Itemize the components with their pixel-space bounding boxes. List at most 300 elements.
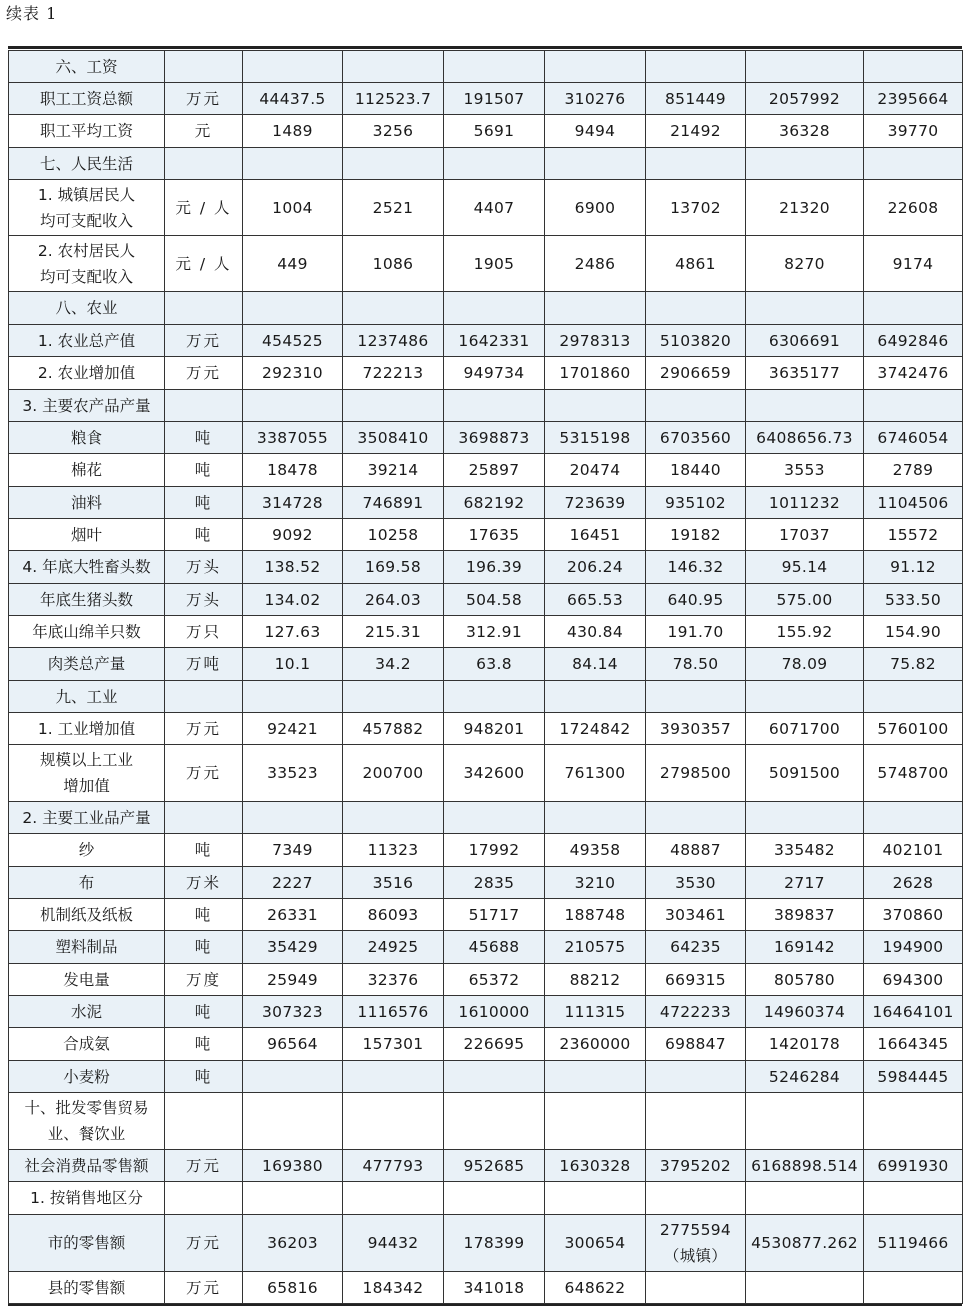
value-cell: 25949	[243, 964, 343, 996]
value-cell: 169.58	[343, 551, 444, 584]
value-cell	[646, 51, 746, 83]
value-cell: 307323	[243, 996, 343, 1028]
row-unit: 万吨	[165, 648, 243, 681]
value-cell	[444, 802, 545, 834]
value-cell: 1630328	[545, 1150, 646, 1182]
value-cell: 6746054	[864, 422, 963, 454]
value-cell: 5691	[444, 115, 545, 148]
value-cell	[746, 681, 864, 713]
value-cell: 430.84	[545, 616, 646, 648]
row-unit: 万头	[165, 551, 243, 584]
value-cell: 1086	[343, 236, 444, 292]
row-label: 1. 工业增加值	[9, 713, 165, 745]
value-cell	[545, 1093, 646, 1150]
value-cell: 3553	[746, 454, 864, 487]
table-row	[9, 584, 963, 616]
value-cell: 402101	[864, 834, 963, 867]
value-cell: 952685	[444, 1150, 545, 1182]
statistics-table	[8, 50, 963, 1304]
value-cell	[646, 1061, 746, 1093]
row-unit: 万元	[165, 1150, 243, 1182]
value-cell: 1237486	[343, 325, 444, 357]
table-row	[9, 487, 963, 519]
row-unit	[165, 51, 243, 83]
value-cell: 698847	[646, 1028, 746, 1061]
value-cell: 5103820	[646, 325, 746, 357]
value-cell: 9174	[864, 236, 963, 292]
value-cell: 94432	[343, 1215, 444, 1272]
value-cell	[243, 1061, 343, 1093]
value-cell	[444, 148, 545, 180]
value-cell: 2521	[343, 180, 444, 236]
value-cell: 127.63	[243, 616, 343, 648]
value-cell: 5984445	[864, 1061, 963, 1093]
value-cell: 682192	[444, 487, 545, 519]
row-unit	[165, 292, 243, 325]
value-cell	[545, 148, 646, 180]
value-cell: 134.02	[243, 584, 343, 616]
row-label: 年底山绵羊只数	[9, 616, 165, 648]
row-unit: 万元	[165, 325, 243, 357]
value-cell: 4407	[444, 180, 545, 236]
table-row	[9, 519, 963, 551]
row-label: 油料	[9, 487, 165, 519]
value-cell: 6306691	[746, 325, 864, 357]
value-cell: 665.53	[545, 584, 646, 616]
value-cell: 18478	[243, 454, 343, 487]
row-label: 肉类总产量	[9, 648, 165, 681]
value-cell: 314728	[243, 487, 343, 519]
value-cell: 722213	[343, 357, 444, 390]
value-cell: 25897	[444, 454, 545, 487]
value-cell: 111315	[545, 996, 646, 1028]
table-row	[9, 1215, 963, 1272]
table-row	[9, 422, 963, 454]
row-unit: 吨	[165, 1028, 243, 1061]
row-unit: 万元	[165, 745, 243, 802]
value-cell: 2717	[746, 867, 864, 899]
value-cell	[545, 292, 646, 325]
value-cell: 1011232	[746, 487, 864, 519]
table-row	[9, 1093, 963, 1150]
value-cell	[444, 1182, 545, 1215]
row-unit: 元 / 人	[165, 180, 243, 236]
value-cell	[444, 681, 545, 713]
value-cell	[864, 1093, 963, 1150]
value-cell: 16451	[545, 519, 646, 551]
value-cell: 2978313	[545, 325, 646, 357]
value-cell	[243, 681, 343, 713]
value-cell: 17635	[444, 519, 545, 551]
row-label: 六、工资	[9, 51, 165, 83]
value-cell: 36328	[746, 115, 864, 148]
value-cell: 1104506	[864, 487, 963, 519]
value-cell: 3930357	[646, 713, 746, 745]
value-cell	[646, 1182, 746, 1215]
value-cell: 3530	[646, 867, 746, 899]
value-cell: 16464101	[864, 996, 963, 1028]
row-unit: 万元	[165, 83, 243, 115]
row-label: 十、批发零售贸易 业、餐饮业	[9, 1093, 165, 1150]
value-cell: 6991930	[864, 1150, 963, 1182]
value-cell: 210575	[545, 931, 646, 964]
value-cell: 200700	[343, 745, 444, 802]
row-unit: 万元	[165, 713, 243, 745]
row-label: 粮食	[9, 422, 165, 454]
value-cell: 1116576	[343, 996, 444, 1028]
row-label: 塑料制品	[9, 931, 165, 964]
value-cell: 14960374	[746, 996, 864, 1028]
row-unit: 元	[165, 115, 243, 148]
value-cell: 20474	[545, 454, 646, 487]
row-label: 2. 农村居民人 均可支配收入	[9, 236, 165, 292]
value-cell: 1724842	[545, 713, 646, 745]
value-cell: 533.50	[864, 584, 963, 616]
row-label: 3. 主要农产品产量	[9, 390, 165, 422]
value-cell: 264.03	[343, 584, 444, 616]
value-cell: 2628	[864, 867, 963, 899]
table-row	[9, 148, 963, 180]
row-label: 棉花	[9, 454, 165, 487]
value-cell: 75.82	[864, 648, 963, 681]
value-cell: 138.52	[243, 551, 343, 584]
value-cell	[746, 51, 864, 83]
value-cell: 3742476	[864, 357, 963, 390]
value-cell: 44437.5	[243, 83, 343, 115]
value-cell: 2775594 （城镇）	[646, 1215, 746, 1272]
value-cell: 5119466	[864, 1215, 963, 1272]
value-cell: 3387055	[243, 422, 343, 454]
table-row	[9, 616, 963, 648]
value-cell: 112523.7	[343, 83, 444, 115]
row-label: 2. 主要工业品产量	[9, 802, 165, 834]
value-cell	[545, 390, 646, 422]
value-cell: 723639	[545, 487, 646, 519]
value-cell: 17992	[444, 834, 545, 867]
row-label: 布	[9, 867, 165, 899]
value-cell: 1905	[444, 236, 545, 292]
value-cell: 10258	[343, 519, 444, 551]
row-label: 规模以上工业 增加值	[9, 745, 165, 802]
value-cell: 48887	[646, 834, 746, 867]
row-unit: 万元	[165, 357, 243, 390]
value-cell: 21320	[746, 180, 864, 236]
value-cell: 10.1	[243, 648, 343, 681]
value-cell: 1489	[243, 115, 343, 148]
value-cell: 292310	[243, 357, 343, 390]
value-cell: 761300	[545, 745, 646, 802]
table-row	[9, 551, 963, 584]
value-cell: 35429	[243, 931, 343, 964]
value-cell: 5760100	[864, 713, 963, 745]
value-cell: 11323	[343, 834, 444, 867]
table-row	[9, 1028, 963, 1061]
value-cell	[343, 292, 444, 325]
value-cell	[746, 1093, 864, 1150]
value-cell: 4722233	[646, 996, 746, 1028]
value-cell: 169142	[746, 931, 864, 964]
value-cell: 389837	[746, 899, 864, 931]
value-cell	[746, 390, 864, 422]
value-cell: 342600	[444, 745, 545, 802]
value-cell: 88212	[545, 964, 646, 996]
value-cell	[444, 1061, 545, 1093]
value-cell	[444, 1093, 545, 1150]
table-row	[9, 83, 963, 115]
row-unit: 万只	[165, 616, 243, 648]
value-cell: 196.39	[444, 551, 545, 584]
value-cell: 33523	[243, 745, 343, 802]
table-row	[9, 51, 963, 83]
value-cell: 169380	[243, 1150, 343, 1182]
value-cell	[864, 681, 963, 713]
value-cell: 194900	[864, 931, 963, 964]
value-cell: 2395664	[864, 83, 963, 115]
value-cell: 746891	[343, 487, 444, 519]
row-unit: 万米	[165, 867, 243, 899]
row-unit	[165, 390, 243, 422]
row-label: 职工工资总额	[9, 83, 165, 115]
value-cell: 95.14	[746, 551, 864, 584]
table-row	[9, 931, 963, 964]
row-unit: 吨	[165, 422, 243, 454]
value-cell	[864, 51, 963, 83]
row-unit: 吨	[165, 996, 243, 1028]
table-row	[9, 357, 963, 390]
row-label: 纱	[9, 834, 165, 867]
value-cell: 24925	[343, 931, 444, 964]
row-label: 机制纸及纸板	[9, 899, 165, 931]
row-label: 发电量	[9, 964, 165, 996]
row-unit: 万头	[165, 584, 243, 616]
value-cell: 1642331	[444, 325, 545, 357]
value-cell: 575.00	[746, 584, 864, 616]
value-cell	[343, 148, 444, 180]
value-cell: 851449	[646, 83, 746, 115]
value-cell	[243, 292, 343, 325]
value-cell: 2227	[243, 867, 343, 899]
value-cell: 6071700	[746, 713, 864, 745]
value-cell: 154.90	[864, 616, 963, 648]
value-cell	[343, 1182, 444, 1215]
value-cell	[243, 51, 343, 83]
value-cell: 303461	[646, 899, 746, 931]
table-row	[9, 390, 963, 422]
value-cell: 310276	[545, 83, 646, 115]
value-cell	[243, 390, 343, 422]
row-unit: 万元	[165, 1272, 243, 1304]
value-cell: 36203	[243, 1215, 343, 1272]
value-cell	[243, 148, 343, 180]
value-cell: 6408656.73	[746, 422, 864, 454]
value-cell	[646, 1093, 746, 1150]
value-cell	[444, 292, 545, 325]
value-cell: 669315	[646, 964, 746, 996]
value-cell: 312.91	[444, 616, 545, 648]
table-row	[9, 681, 963, 713]
value-cell	[444, 51, 545, 83]
value-cell: 454525	[243, 325, 343, 357]
table-top-rule	[8, 46, 962, 49]
table-row	[9, 834, 963, 867]
value-cell: 1610000	[444, 996, 545, 1028]
value-cell: 805780	[746, 964, 864, 996]
value-cell: 3516	[343, 867, 444, 899]
value-cell: 6492846	[864, 325, 963, 357]
table-row	[9, 867, 963, 899]
value-cell: 341018	[444, 1272, 545, 1304]
value-cell: 2057992	[746, 83, 864, 115]
row-unit: 吨	[165, 899, 243, 931]
value-cell	[646, 681, 746, 713]
value-cell	[646, 390, 746, 422]
table-row	[9, 1061, 963, 1093]
value-cell: 5246284	[746, 1061, 864, 1093]
value-cell: 335482	[746, 834, 864, 867]
value-cell: 4530877.262	[746, 1215, 864, 1272]
value-cell: 3256	[343, 115, 444, 148]
row-label: 八、农业	[9, 292, 165, 325]
value-cell: 2835	[444, 867, 545, 899]
value-cell: 1701860	[545, 357, 646, 390]
row-unit: 吨	[165, 1061, 243, 1093]
value-cell	[864, 1272, 963, 1304]
value-cell: 300654	[545, 1215, 646, 1272]
value-cell	[343, 802, 444, 834]
value-cell: 2906659	[646, 357, 746, 390]
value-cell: 2789	[864, 454, 963, 487]
value-cell	[864, 292, 963, 325]
row-label: 七、人民生活	[9, 148, 165, 180]
value-cell	[343, 681, 444, 713]
table-caption: 续表 1	[6, 4, 58, 23]
row-label: 4. 年底大牲畜头数	[9, 551, 165, 584]
table-row	[9, 996, 963, 1028]
value-cell	[864, 390, 963, 422]
value-cell: 1420178	[746, 1028, 864, 1061]
row-unit: 万度	[165, 964, 243, 996]
row-unit	[165, 1182, 243, 1215]
value-cell: 9494	[545, 115, 646, 148]
value-cell: 191.70	[646, 616, 746, 648]
value-cell: 157301	[343, 1028, 444, 1061]
value-cell: 92421	[243, 713, 343, 745]
table-row	[9, 964, 963, 996]
row-label: 2. 农业增加值	[9, 357, 165, 390]
row-unit	[165, 802, 243, 834]
row-label: 小麦粉	[9, 1061, 165, 1093]
value-cell	[646, 802, 746, 834]
table-row	[9, 325, 963, 357]
value-cell: 457882	[343, 713, 444, 745]
row-label: 九、工业	[9, 681, 165, 713]
value-cell: 449	[243, 236, 343, 292]
value-cell: 2486	[545, 236, 646, 292]
row-label: 烟叶	[9, 519, 165, 551]
value-cell: 18440	[646, 454, 746, 487]
value-cell: 3795202	[646, 1150, 746, 1182]
table-row	[9, 236, 963, 292]
table-row	[9, 713, 963, 745]
value-cell: 4861	[646, 236, 746, 292]
value-cell: 226695	[444, 1028, 545, 1061]
value-cell: 188748	[545, 899, 646, 931]
value-cell	[545, 1182, 646, 1215]
value-cell: 8270	[746, 236, 864, 292]
value-cell: 5748700	[864, 745, 963, 802]
value-cell: 45688	[444, 931, 545, 964]
value-cell: 6900	[545, 180, 646, 236]
value-cell: 32376	[343, 964, 444, 996]
value-cell: 15572	[864, 519, 963, 551]
table-row	[9, 745, 963, 802]
row-label: 1. 农业总产值	[9, 325, 165, 357]
row-unit: 吨	[165, 454, 243, 487]
value-cell	[545, 1061, 646, 1093]
row-unit: 吨	[165, 931, 243, 964]
value-cell	[545, 51, 646, 83]
value-cell: 191507	[444, 83, 545, 115]
value-cell: 78.09	[746, 648, 864, 681]
row-unit: 元 / 人	[165, 236, 243, 292]
row-unit: 吨	[165, 487, 243, 519]
value-cell: 6168898.514	[746, 1150, 864, 1182]
row-label: 县的零售额	[9, 1272, 165, 1304]
row-label: 职工平均工资	[9, 115, 165, 148]
value-cell: 640.95	[646, 584, 746, 616]
value-cell: 178399	[444, 1215, 545, 1272]
value-cell: 3698873	[444, 422, 545, 454]
value-cell: 2798500	[646, 745, 746, 802]
value-cell: 694300	[864, 964, 963, 996]
value-cell	[545, 802, 646, 834]
value-cell: 19182	[646, 519, 746, 551]
value-cell: 39770	[864, 115, 963, 148]
table-row	[9, 899, 963, 931]
value-cell: 1664345	[864, 1028, 963, 1061]
row-unit: 吨	[165, 519, 243, 551]
value-cell	[646, 148, 746, 180]
value-cell: 648622	[545, 1272, 646, 1304]
value-cell: 2360000	[545, 1028, 646, 1061]
row-label: 1. 城镇居民人 均可支配收入	[9, 180, 165, 236]
value-cell	[343, 51, 444, 83]
table-row	[9, 180, 963, 236]
value-cell: 3508410	[343, 422, 444, 454]
row-unit: 万元	[165, 1215, 243, 1272]
value-cell: 78.50	[646, 648, 746, 681]
row-label: 社会消费品零售额	[9, 1150, 165, 1182]
value-cell	[746, 148, 864, 180]
value-cell: 206.24	[545, 551, 646, 584]
value-cell: 949734	[444, 357, 545, 390]
value-cell	[746, 1182, 864, 1215]
value-cell: 96564	[243, 1028, 343, 1061]
value-cell: 13702	[646, 180, 746, 236]
row-unit: 吨	[165, 834, 243, 867]
value-cell	[646, 292, 746, 325]
value-cell: 948201	[444, 713, 545, 745]
value-cell	[545, 681, 646, 713]
value-cell	[864, 802, 963, 834]
value-cell: 84.14	[545, 648, 646, 681]
value-cell: 155.92	[746, 616, 864, 648]
value-cell	[864, 148, 963, 180]
value-cell: 477793	[343, 1150, 444, 1182]
value-cell: 3635177	[746, 357, 864, 390]
row-label: 市的零售额	[9, 1215, 165, 1272]
value-cell: 17037	[746, 519, 864, 551]
